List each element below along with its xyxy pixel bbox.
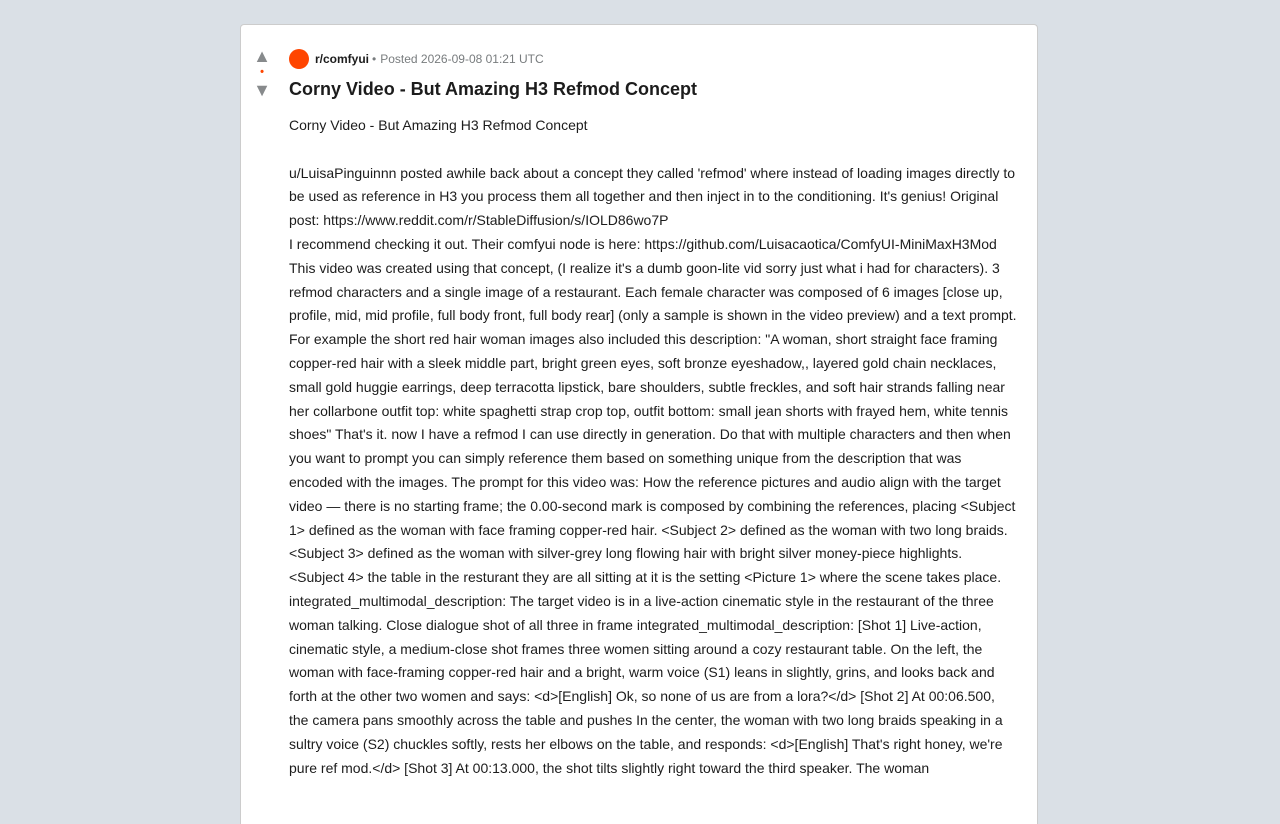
vote-score: •: [260, 66, 264, 78]
post-body-paragraph: u/LuisaPinguinnn posted awhile back about a concept they called 'refmod' where instead of loading images directly to be used as reference in H3 you process them all together and then inject in to the conditioning. It's genius! Original post: https://www.reddit.com/r/StableDiffusion/s/IOLD86wo7P: [289, 164, 1016, 229]
post-title[interactable]: Corny Video - But Amazing H3 Refmod Concept: [289, 79, 698, 99]
meta-separator: •: [372, 52, 377, 66]
post-body-first-line: Corny Video - But Amazing H3 Refmod Concept: [289, 117, 588, 133]
post-body-paragraph: For example the short red hair woman images also included this description: "A woman, short straight face framing copper-red hair with a sleek middle part, bright green eyes, soft bronze eyeshadow,, layered gold chain necklaces, small gold huggie earrings, deep terracotta lipstick, bare shoulders, subtle freckles, and soft hair strands falling near her collarbone outfit top: white spaghetti strap crop top, outfit bottom: small jean shorts with frayed hem, white tennis shoes" That's it. now I have a refmod I can use directly in generation. Do that with multiple characters and then when you want to prompt you can simply reference them based on something unique from the description that was encoded with the images. The prompt for this video was: How the reference pictures and audio align with the target video — there is no starting frame; the 0.00-second mark is composed by combining the references, placing <Subject 1> defined as the woman with face framing copper-red hair. <Subject 2> defined as the woman with two long braids. <Subject 3> defined as the woman with silver-grey long flowing hair with bright silver money-piece highlights. <Subject 4> the table in the resturant they are all sitting at it is the setting <Picture 1> where the scene takes place. integrated_multimodal_description: The target video is in a live-action cinematic style in the restaurant of the three woman talking. Close dialogue shot of all three in frame integrated_multimodal_description: [Shot 1] Live-action, cinematic style, a medium-close shot frames three women sitting around a cozy restaurant table. On the left, the woman with face-framing copper-red hair and a bright, warm voice (S1) leans in slightly, grins, and looks back and forth at the other two women and says: <d>[English] Ok, so none of us are from a lora?</d> [Shot 2] At 00:06.500, the camera pans smoothly across the table and pushes In the center, the woman with two long braids speaking in a sultry voice (S2) chuckles softly, rests her elbows on the table, and responds: <d>[English] That's right honey, we're pure ref mod.</d> [Shot 3] At 00:13.000, the shot tilts slightly right toward the third speaker. The woman: [289, 331, 1016, 776]
subreddit-link[interactable]: r/comfyui: [315, 52, 370, 66]
vote-column: [241, 47, 283, 99]
upvote-arrow-icon[interactable]: ▲: [253, 46, 271, 66]
post-meta: [289, 49, 1017, 69]
subreddit-icon[interactable]: [289, 49, 309, 69]
post-card: [240, 24, 1038, 824]
downvote-arrow-icon[interactable]: ▼: [253, 80, 271, 100]
post-content: [289, 49, 1017, 780]
post-body-paragraph: I recommend checking it out. Their comfyui node is here: https://github.com/Luisacaotica/ComfyUI-MiniMaxH3Mod: [289, 235, 997, 252]
post-body-paragraph: This video was created using that concept, (I realize it's a dumb goon-lite vid sorry just what i had for characters). 3 refmod characters and a single image of a restaurant. Each female character was composed of 6 images [close up, profile, mid, mid profile, full body front, full body rear] (only a sample is shown in the video preview) and a text prompt.: [289, 259, 1017, 324]
post-body: [289, 114, 1017, 780]
post-timestamp: Posted 2026-09-08 01:21 UTC: [380, 52, 544, 66]
